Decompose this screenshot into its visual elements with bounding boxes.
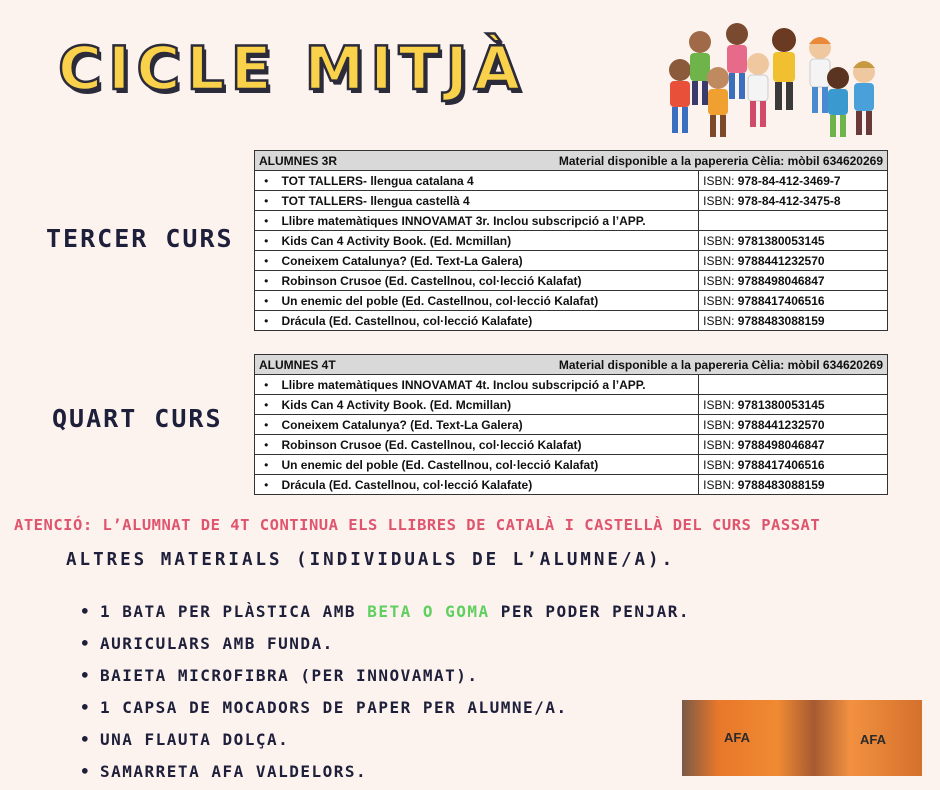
isbn-cell	[699, 435, 888, 455]
child-figure	[772, 28, 796, 110]
bullet-icon: •	[80, 698, 92, 717]
materials-table-4t	[254, 354, 888, 495]
bullet-icon: •	[255, 291, 278, 311]
table-header-row	[255, 151, 888, 171]
table-row	[255, 271, 888, 291]
children-group-illustration	[660, 12, 890, 140]
list-item-text: UNA FLAUTA DOLÇA.	[100, 730, 290, 749]
isbn-value: 9788498046847	[737, 273, 825, 288]
isbn-cell	[699, 251, 888, 271]
table-row	[255, 251, 888, 271]
isbn-value: 9788441232570	[737, 417, 825, 432]
isbn-cell	[699, 171, 888, 191]
child-figure	[689, 31, 711, 105]
isbn-label: ISBN:	[703, 477, 735, 492]
bullet-icon: •	[255, 455, 278, 475]
list-item	[80, 662, 690, 694]
isbn-cell	[699, 211, 888, 231]
table-header-group: ALUMNES 3R	[259, 153, 338, 168]
table-row	[255, 211, 888, 231]
table-row	[255, 291, 888, 311]
list-item-text: 1 BATA PER PLÀSTICA AMB	[100, 602, 368, 621]
isbn-label: ISBN:	[703, 313, 735, 328]
book-title: Robinson Crusoe (Ed. Castellnou, col·lecció Kalafat)	[277, 271, 698, 291]
book-title: Kids Can 4 Activity Book. (Ed. Mcmillan)	[277, 231, 698, 251]
table-header-cell	[255, 355, 888, 375]
bullet-icon: •	[255, 311, 278, 331]
page-title: CICLE MITJÀ	[58, 34, 527, 104]
isbn-label: ISBN:	[703, 193, 735, 208]
isbn-cell	[699, 475, 888, 495]
isbn-label: ISBN:	[703, 173, 735, 188]
isbn-value: 9788441232570	[737, 253, 825, 268]
list-item	[80, 758, 690, 790]
isbn-cell	[699, 455, 888, 475]
table-row	[255, 395, 888, 415]
list-item-text: SAMARRETA AFA VALDELORS.	[100, 762, 368, 781]
list-item-text: PER PODER PENJAR.	[489, 602, 691, 621]
book-title: TOT TALLERS- llengua castellà 4	[277, 191, 698, 211]
child-figure	[707, 67, 729, 137]
course-label-third: TERCER CURS	[46, 224, 234, 253]
isbn-label: ISBN:	[703, 273, 735, 288]
book-title: Robinson Crusoe (Ed. Castellnou, col·lecció Kalafat)	[277, 435, 698, 455]
other-materials-title: ALTRES MATERIALS (INDIVIDUALS DE L’ALUMNE/A).	[66, 550, 676, 570]
book-title: Drácula (Ed. Castellnou, col·lecció Kalafate)	[277, 475, 698, 495]
afa-tshirts-photo	[682, 700, 922, 776]
bullet-icon: •	[255, 171, 278, 191]
isbn-value: 978-84-412-3469-7	[737, 173, 841, 188]
bullet-icon: •	[255, 395, 278, 415]
table-header-cell	[255, 151, 888, 171]
child-figure	[669, 59, 691, 133]
isbn-cell	[699, 415, 888, 435]
table-row	[255, 475, 888, 495]
table-header-supplier: Material disponible a la papereria Cèlia: mòbil 634620269	[558, 153, 883, 168]
bullet-icon: •	[255, 271, 278, 291]
table-header-supplier: Material disponible a la papereria Cèlia: mòbil 634620269	[558, 357, 883, 372]
bullet-icon: •	[255, 435, 278, 455]
book-title: Un enemic del poble (Ed. Castellnou, col·lecció Kalafat)	[277, 291, 698, 311]
isbn-cell	[699, 375, 888, 395]
isbn-value: 978-84-412-3475-8	[737, 193, 841, 208]
list-item	[80, 694, 690, 726]
attention-notice: ATENCIÓ: L’ALUMNAT DE 4T CONTINUA ELS LLIBRES DE CATALÀ I CASTELLÀ DEL CURS PASSAT	[14, 516, 821, 534]
bullet-icon: •	[80, 602, 92, 621]
table-row	[255, 171, 888, 191]
isbn-value: 9788498046847	[737, 437, 825, 452]
isbn-cell	[699, 311, 888, 331]
bullet-icon: •	[255, 251, 278, 271]
book-title: Llibre matemàtiques INNOVAMAT 3r. Inclou subscripció a l’APP.	[277, 211, 698, 231]
list-item-text: 1 CAPSA DE MOCADORS DE PAPER PER ALUMNE/A.	[100, 698, 568, 717]
table-row	[255, 375, 888, 395]
book-title: Drácula (Ed. Castellnou, col·lecció Kalafate)	[277, 311, 698, 331]
isbn-cell	[699, 291, 888, 311]
child-figure	[827, 67, 849, 137]
bullet-icon: •	[255, 415, 278, 435]
bullet-icon: •	[80, 634, 92, 653]
bullet-icon: •	[255, 191, 278, 211]
table-row	[255, 231, 888, 251]
list-item-text: BAIETA MICROFIBRA (PER INNOVAMAT).	[100, 666, 479, 685]
list-item	[80, 598, 690, 630]
isbn-cell	[699, 271, 888, 291]
isbn-label: ISBN:	[703, 457, 735, 472]
isbn-label: ISBN:	[703, 437, 735, 452]
highlight-text: BETA O GOMA	[367, 602, 490, 621]
other-materials-list	[80, 598, 690, 790]
bullet-icon: •	[255, 375, 278, 395]
table-row	[255, 311, 888, 331]
isbn-cell	[699, 191, 888, 211]
book-title: Kids Can 4 Activity Book. (Ed. Mcmillan)	[277, 395, 698, 415]
isbn-value: 9781380053145	[737, 233, 825, 248]
book-title: Un enemic del poble (Ed. Castellnou, col·lecció Kalafat)	[277, 455, 698, 475]
table-row	[255, 435, 888, 455]
isbn-label: ISBN:	[703, 233, 735, 248]
table-row	[255, 415, 888, 435]
table-row	[255, 455, 888, 475]
table-header-group: ALUMNES 4T	[259, 357, 336, 372]
isbn-value: 9788483088159	[737, 313, 825, 328]
isbn-label: ISBN:	[703, 253, 735, 268]
child-figure	[853, 61, 875, 135]
book-title: Coneixem Catalunya? (Ed. Text-La Galera)	[277, 415, 698, 435]
child-figure	[726, 23, 748, 99]
table-header-row	[255, 355, 888, 375]
bullet-icon: •	[80, 666, 92, 685]
isbn-value: 9781380053145	[737, 397, 825, 412]
bullet-icon: •	[80, 730, 92, 749]
list-item-text: AURICULARS AMB FUNDA.	[100, 634, 334, 653]
isbn-label: ISBN:	[703, 417, 735, 432]
isbn-value: 9788417406516	[737, 293, 825, 308]
isbn-label: ISBN:	[703, 397, 735, 412]
isbn-label: ISBN:	[703, 293, 735, 308]
course-label-fourth: QUART CURS	[52, 404, 223, 433]
isbn-value: 9788417406516	[737, 457, 825, 472]
isbn-value: 9788483088159	[737, 477, 825, 492]
materials-table-3r	[254, 150, 888, 331]
bullet-icon: •	[80, 762, 92, 781]
isbn-cell	[699, 231, 888, 251]
photo-shirt-text: AFA	[724, 730, 750, 745]
isbn-cell	[699, 395, 888, 415]
bullet-icon: •	[255, 231, 278, 251]
table-row	[255, 191, 888, 211]
photo-shirt-text: AFA	[860, 732, 886, 747]
child-figure	[747, 53, 769, 127]
book-title: TOT TALLERS- llengua catalana 4	[277, 171, 698, 191]
book-title: Llibre matemàtiques INNOVAMAT 4t. Inclou subscripció a l’APP.	[277, 375, 698, 395]
bullet-icon: •	[255, 475, 278, 495]
list-item	[80, 630, 690, 662]
bullet-icon: •	[255, 211, 278, 231]
book-title: Coneixem Catalunya? (Ed. Text-La Galera)	[277, 251, 698, 271]
list-item	[80, 726, 690, 758]
